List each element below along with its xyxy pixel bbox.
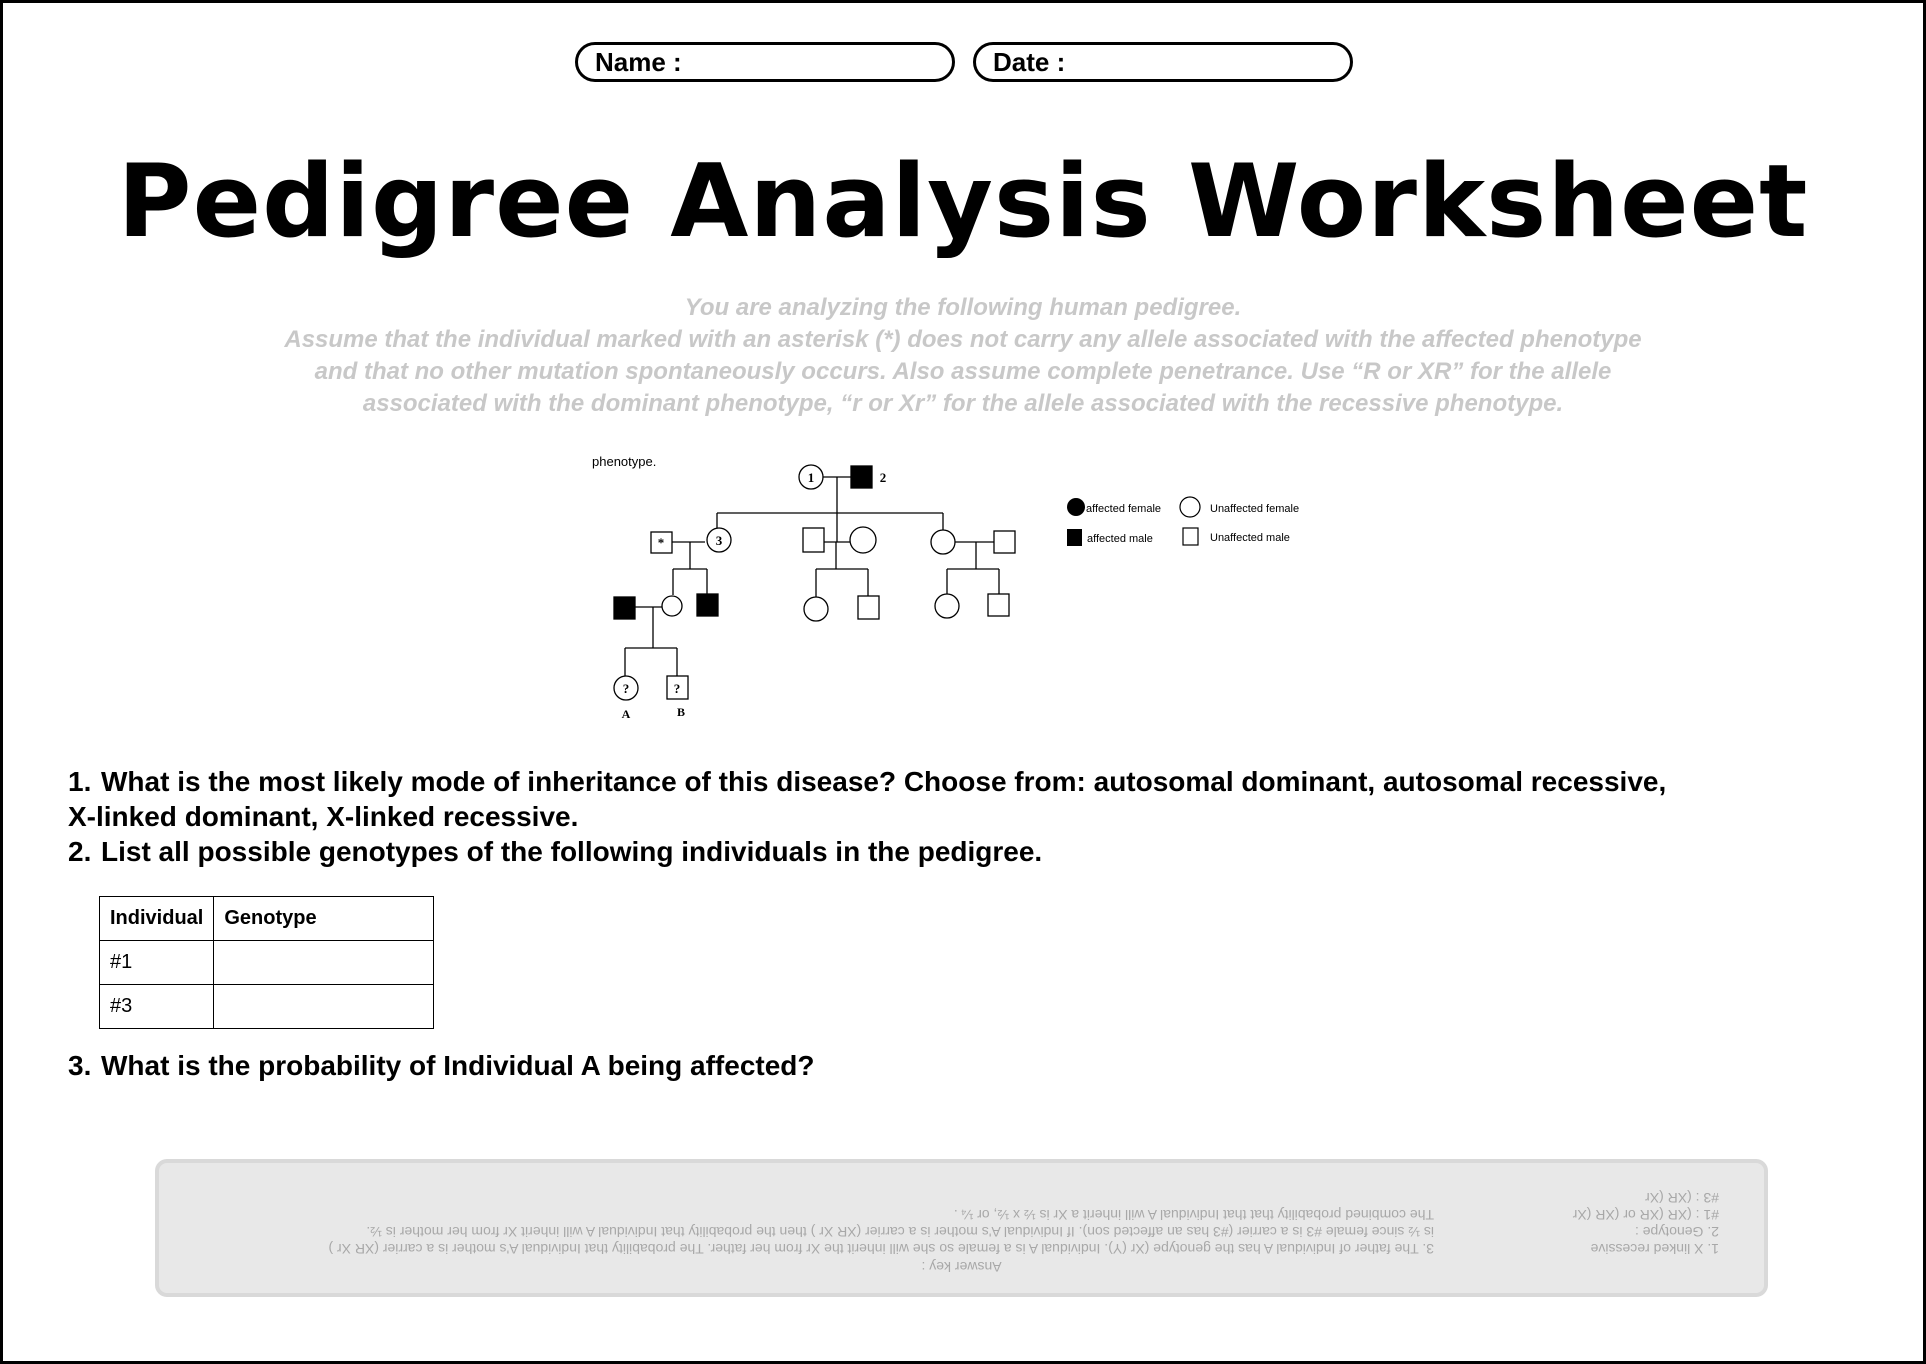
- answer-key-left-column: [1573, 1189, 1719, 1257]
- answer-line: is ½ since female #3 is a carrier (#3 has an affected son). If Individual A's mother is a carrier (XR Xr ) then the probability that Individual A will inherit Xr from her mother is ½.: [366, 1224, 1434, 1240]
- individual-2-symbol: [851, 466, 872, 488]
- instruction-line: You are analyzing the following human pedigree.: [684, 294, 1242, 321]
- question-1-continuation: X-linked dominant, X-linked recessive.: [68, 801, 579, 832]
- affected-female-legend-icon: [1067, 498, 1085, 516]
- affected-male-legend-label: affected male: [1087, 533, 1153, 545]
- asterisk-label: *: [657, 535, 665, 550]
- individual-1-label: 1: [807, 470, 815, 485]
- individual-3-label: 3: [715, 533, 723, 548]
- individual-cell: #3: [100, 985, 214, 1029]
- question-number: 2.: [68, 836, 92, 867]
- affected-female-legend-label: affected female: [1086, 503, 1162, 515]
- page-title: Pedigree Analysis Worksheet: [117, 142, 1809, 260]
- question-text: List all possible genotypes of the following individuals in the pedigree.: [101, 836, 1043, 867]
- affected-male-symbol: [614, 597, 635, 619]
- unaffected-female-legend-label: Unaffected female: [1210, 503, 1300, 515]
- unaffected-male-symbol: [988, 594, 1009, 616]
- column-header-individual: Individual: [100, 897, 214, 941]
- answer-line: 2. Genotype :: [1634, 1224, 1719, 1240]
- unaffected-female-symbol: [850, 527, 876, 553]
- genotype-cell[interactable]: [214, 941, 434, 985]
- unaffected-female-symbol: [931, 530, 955, 554]
- question-1: [68, 764, 1666, 799]
- question-3: [68, 1048, 815, 1083]
- individual-a-question: ?: [622, 681, 630, 696]
- unaffected-female-symbol: [804, 597, 828, 621]
- answer-line: #3 : (XR (Xr: [1645, 1190, 1719, 1206]
- instruction-line: and that no other mutation spontaneously occurs. Also assume complete penetrance. Use “R or XR” for the allele: [314, 358, 1612, 385]
- unaffected-female-legend-icon: [1180, 497, 1200, 517]
- answer-line: #1 : (XR (XR or (XR (Xr: [1572, 1207, 1719, 1223]
- affected-male-legend-icon: [1067, 529, 1082, 546]
- instructions: [200, 292, 1726, 420]
- pedigree-caption: phenotype.: [592, 454, 657, 469]
- answer-key-upside-down: [159, 1163, 1764, 1293]
- individual-cell: #1: [100, 941, 214, 985]
- name-label: Name :: [595, 46, 682, 77]
- question-number: 1.: [68, 766, 92, 797]
- affected-male-symbol: [697, 594, 718, 616]
- table-header-row: [100, 897, 434, 941]
- instruction-line: associated with the dominant phenotype, “r or Xr” for the allele associated with the recessive phenotype.: [362, 390, 1564, 417]
- genotype-table: [99, 896, 434, 1029]
- unaffected-female-symbol: [935, 594, 959, 618]
- answer-key-right-column: [328, 1206, 1434, 1257]
- answer-line: The combined probability that that Individual A will inherit a Xr is ½ x ½, or ¼ .: [953, 1207, 1434, 1223]
- pedigree-legend: [1067, 497, 1299, 546]
- individual-b-label: B: [676, 705, 686, 719]
- date-field[interactable]: [973, 42, 1353, 82]
- individual-2-label: 2: [879, 470, 887, 485]
- genotype-cell[interactable]: [214, 985, 434, 1029]
- question-text: What is the probability of Individual A being affected?: [101, 1050, 815, 1081]
- unaffected-male-symbol: [858, 596, 879, 619]
- question-list: [68, 764, 1666, 869]
- column-header-genotype: Genotype: [214, 897, 434, 941]
- unaffected-male-symbol: [994, 531, 1015, 553]
- name-field[interactable]: [575, 42, 955, 82]
- instruction-line: Assume that the individual marked with an asterisk (*) does not carry any allele associated with the affected phenotype: [284, 326, 1642, 353]
- pedigree-diagram: [585, 445, 1320, 725]
- answer-line: 3. The father of Individual A has the genotype (Xr (Y). Individual A is a female so she will inherit the Xr from her father. The probability that Individual A's mother is a carrier (XR Xr ): [328, 1241, 1434, 1257]
- unaffected-male-legend-icon: [1183, 528, 1198, 545]
- unaffected-male-symbol: [803, 528, 824, 552]
- unaffected-male-legend-label: Unaffected male: [1210, 532, 1290, 544]
- answer-line: 1. X linked recessive: [1590, 1241, 1719, 1257]
- individual-a-label: A: [621, 707, 631, 721]
- date-label: Date :: [993, 46, 1066, 77]
- answer-key-box: [155, 1159, 1768, 1297]
- question-2: [68, 834, 1666, 869]
- table-row: [100, 985, 434, 1029]
- question-number: 3.: [68, 1050, 92, 1081]
- table-row: [100, 941, 434, 985]
- individual-b-question: ?: [673, 681, 681, 696]
- unaffected-female-symbol: [662, 596, 682, 616]
- question-text: What is the most likely mode of inheritance of this disease? Choose from: autosomal dominant, autosomal recessive,: [101, 766, 1667, 797]
- answer-key-heading: Answer key :: [921, 1259, 1002, 1275]
